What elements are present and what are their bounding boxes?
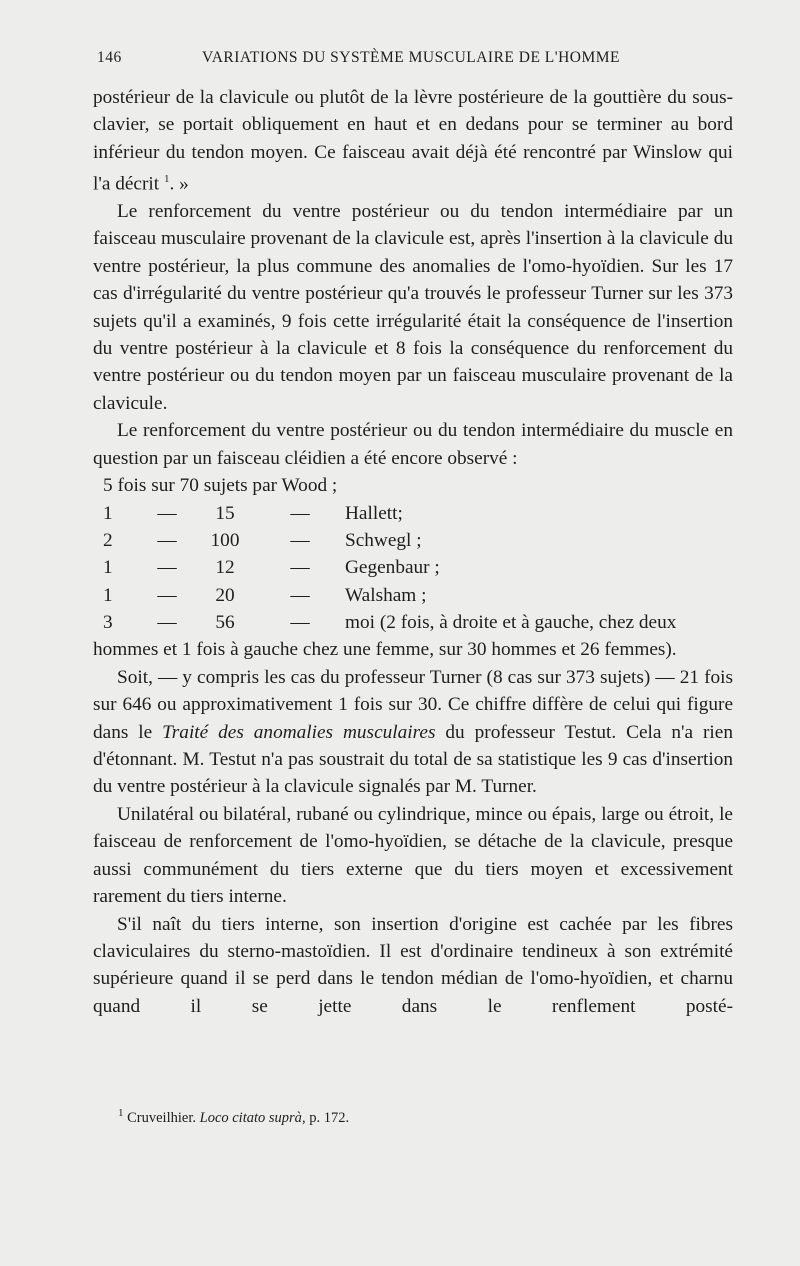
obs-count: 3 [103,612,113,634]
observation-first-text: 5 fois sur 70 sujets par Wood ; [103,475,338,497]
obs-subjects: 100 [210,529,240,551]
obs-subjects: 15 [215,502,235,524]
paragraph-7: S'il naît du tiers interne, son insertion d'origine est cachée par les fibres claviculaires du sterno-mastoïdien. Il est d'ordinaire tendineux à son extrémité supérieure quand il se perd dans le tendon médian de l'omo-hyoïdien, et charnu quand il se jette dans le renflement posté- [93,913,733,1017]
obs-dash: — [290,557,310,579]
observation-continuation: hommes et 1 fois à gauche chez une femme, sur 30 hommes et 26 femmes). [93,639,677,661]
paragraph-5-text-b: du professeur Testut. Cela n'a rien d'étonnant. M. Testut n'a pas soustrait du total de sa statistique les 9 cas d'insertion du ventre postérieur à la clavicule signalés par M. Turner. [93,721,733,798]
obs-dash: — [157,502,177,524]
observations-list [93,472,733,664]
obs-author: Gegenbaur ; [345,557,440,579]
footnote [118,1104,718,1127]
obs-author: moi (2 fois, à droite et à gauche, chez deux [345,612,677,634]
paragraph-1-text: postérieur de la clavicule ou plutôt de la lèvre postérieure de la gouttière du sous-clavier, se portait obliquement en haut et en dedans pour se terminer au bord inférieur du tendon moyen. Ce faisceau avait déjà été rencontré par Winslow qui l'a décrit [93,87,733,195]
obs-author: Hallett; [345,502,403,524]
footnote-marker: 1 [118,1107,124,1119]
obs-count: 1 [103,557,113,579]
footnote-reference: 1 [163,173,170,186]
observation-row [93,609,733,636]
observation-row [93,527,733,554]
obs-count: 2 [103,529,113,551]
obs-dash: — [290,502,310,524]
obs-dash: — [290,529,310,551]
observation-row [93,582,733,609]
page-number: 146 [97,49,122,66]
paragraph-6: Unilatéral ou bilatéral, rubané ou cylindrique, mince ou épais, large ou étroit, le faisceau de renforcement de l'omo-hyoïdien, se détache de la clavicule, presque aussi communément du tiers externe que du tiers moyen et excessivement rarement du tiers interne. [93,803,733,908]
obs-count: 1 [103,584,113,606]
obs-dash: — [290,584,310,606]
running-title: VARIATIONS DU SYSTÈME MUSCULAIRE DE L'HOMME [202,49,620,66]
obs-subjects: 20 [215,584,235,606]
page-body [93,84,733,1020]
observation-row [93,554,733,581]
obs-author: Walsham ; [345,584,427,606]
paragraph-3: Le renforcement du ventre postérieur ou du tendon intermédiaire du muscle en question par un faisceau cléidien a été encore observé : [93,420,733,469]
book-title: Traité des anomalies musculaires [162,721,436,743]
paragraph-2: Le renforcement du ventre postérieur ou du tendon intermédiaire par un faisceau musculaire provenant de la clavicule est, après l'insertion à la clavicule du ventre postérieur, la plus commune des anomalies de l'omo-hyoïdien. Sur les 17 cas d'irrégularité du ventre postérieur qu'a trouvés le professeur Turner sur les 373 sujets qu'il a examinés, 9 fois cette irrégularité était la conséquence de l'insertion du ventre postérieur à la clavicule et 8 fois la conséquence du renforcement du ventre postérieur ou du tendon moyen par un faisceau musculaire provenant de la clavicule. [93,201,733,414]
observation-row-first [93,472,733,499]
obs-author: Schwegl ; [345,529,422,551]
obs-dash: — [157,557,177,579]
obs-count: 1 [103,502,113,524]
obs-subjects: 56 [215,612,235,634]
footnote-text-a: Cruveilhier. [127,1109,200,1126]
obs-dash: — [157,529,177,551]
footnote-text-b: , p. 172. [301,1109,350,1126]
paragraph-5-text-a: Soit, — y compris les cas du professeur Turner (8 cas sur 373 sujets) — 21 fois sur 646 ou approximativement 1 fois sur 30. Ce chiffre diffère de celui qui figure dans le [93,666,733,743]
paragraph-1-end: . » [169,173,189,195]
observation-row [93,500,733,527]
footnote-italic: Loco citato suprà [199,1109,302,1126]
paragraph-1 [93,84,733,198]
obs-dash: — [290,612,310,634]
obs-dash: — [157,612,177,634]
paragraph-5 [93,664,733,801]
obs-dash: — [157,584,177,606]
obs-subjects: 12 [215,557,235,579]
